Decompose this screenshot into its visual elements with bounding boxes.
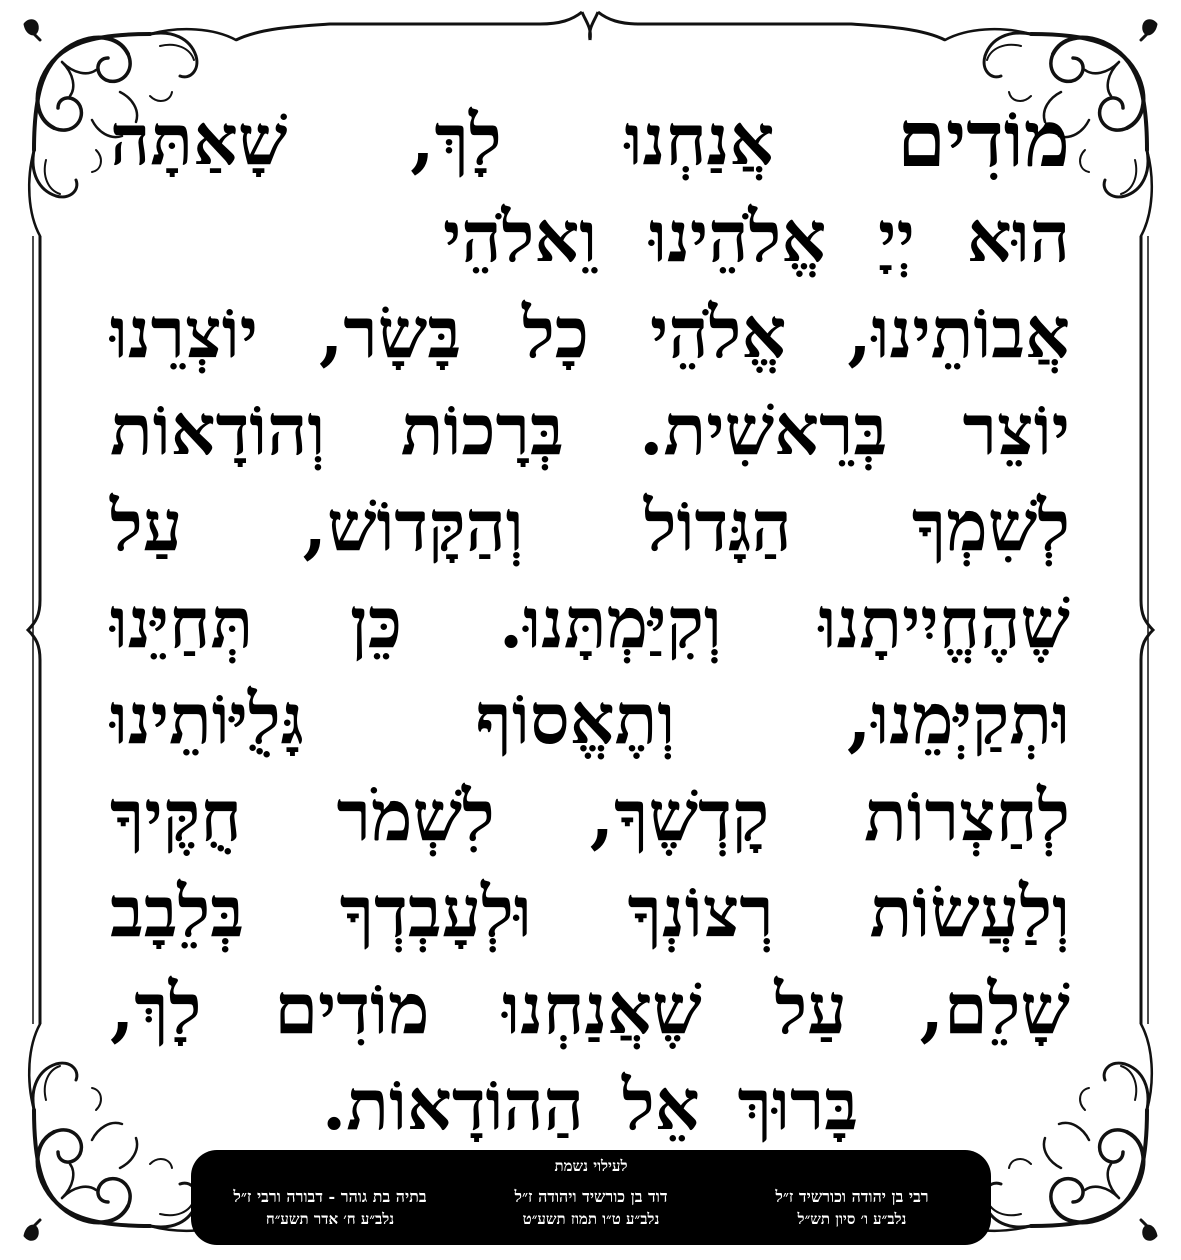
prayer-word: בְּרָכוֹת <box>400 387 564 471</box>
prayer-line <box>442 189 1070 286</box>
prayer-word: וְהַקָּדוֹשׁ, <box>302 484 524 568</box>
prayer-word: שֶׁהֶחֱיִיתָנוּ <box>818 580 1070 664</box>
prayer-word: אֲבוֹתֵינוּ, <box>847 291 1070 375</box>
prayer-word: וֵאלֹהֵי <box>442 194 598 278</box>
dedication-column-center <box>466 1186 716 1230</box>
prayer-word: אֱלֹהֵינוּ <box>649 194 827 278</box>
prayer-word: לָךְ, <box>410 98 502 182</box>
prayer-word: שָׁאַתָּה <box>110 98 288 182</box>
prayer-word: רְצוֹנְךָ <box>627 870 774 954</box>
prayer-word: לָךְ, <box>110 966 202 1050</box>
dedication-column-right <box>727 1186 977 1230</box>
prayer-line <box>110 285 1070 382</box>
modim-prayer-text <box>110 92 1070 1154</box>
dedication-heading: לעילוי נשמת <box>554 1157 628 1175</box>
prayer-word: הוּא <box>966 194 1070 278</box>
prayer-word: וְלַעֲשׂוֹת <box>869 870 1070 954</box>
prayer-word: וְקִיַּמְתָּנוּ. <box>498 580 722 664</box>
prayer-word: יוֹצֵר <box>962 387 1070 471</box>
prayer-word: בְּלֵבָב <box>110 870 244 954</box>
prayer-word: אֵל <box>621 1063 700 1147</box>
opening-word: מוֹדִים <box>897 94 1070 186</box>
prayer-line <box>110 961 1070 1058</box>
prayer-word: לְחַצְרוֹת <box>864 773 1070 857</box>
prayer-word: לְשִׁמְךָ <box>911 484 1070 568</box>
prayer-word: אֱלֹהֵי <box>650 291 787 375</box>
prayer-word: וְהוֹדָאוֹת <box>110 387 326 471</box>
dedication-name: רבי בן יהודה וכורשיד ז״ל <box>775 1187 929 1206</box>
prayer-word: וְתֶאֱסוֹף <box>475 677 676 761</box>
prayer-line <box>110 382 1070 479</box>
dedication-date: נלב״ע ט״ו תמוז תשע״ט <box>522 1210 660 1228</box>
prayer-word: לִשְׁמֹר <box>336 773 495 857</box>
prayer-word: וּלְעָבְדְךָ <box>339 870 532 954</box>
prayer-word: מוֹדִים <box>274 966 430 1050</box>
prayer-word: עַל <box>110 484 183 568</box>
dedication-name: דוד בן כורשיד ויהודה ז״ל <box>514 1187 668 1206</box>
prayer-word: וּתְקַיְּמֵנוּ, <box>847 677 1070 761</box>
prayer-word: יְיָ <box>878 194 915 278</box>
dedication-name: בתיה בת גוהר - דבורה ורבי ז״ל <box>233 1187 427 1206</box>
prayer-word: גָּלֻיּוֹתֵינוּ <box>110 677 304 761</box>
prayer-word: כָל <box>522 291 590 375</box>
prayer-line <box>110 1057 1070 1154</box>
dedication-date: נלב״ע ו׳ סיון תש״ל <box>797 1210 907 1228</box>
prayer-word: בָּרוּךְ <box>737 1063 859 1147</box>
prayer-word: עַל <box>774 966 847 1050</box>
prayer-word: בָּשָׂר, <box>319 291 462 375</box>
prayer-line <box>110 575 1070 672</box>
prayer-word: תְּחַיֵּנוּ <box>110 580 254 664</box>
prayer-word: כֵּן <box>349 580 403 664</box>
memorial-dedication-plaque <box>191 1150 991 1245</box>
prayer-word: יוֹצְרֵנוּ <box>110 291 259 375</box>
prayer-word: בְּרֵאשִׁית. <box>639 387 888 471</box>
prayer-word: שֶׁאֲנַחְנוּ <box>502 966 702 1050</box>
prayer-line <box>110 92 1070 189</box>
prayer-word: אֲנַחְנוּ <box>624 98 775 182</box>
prayer-word: קָדְשֶׁךָ, <box>589 773 770 857</box>
prayer-word: חֻקֶּיךָ <box>110 773 242 857</box>
prayer-line <box>110 864 1070 961</box>
dedication-column-left <box>205 1186 455 1230</box>
prayer-word: הַגָּדוֹל <box>643 484 792 568</box>
prayer-line <box>110 768 1070 865</box>
prayer-line <box>110 671 1070 768</box>
prayer-word: הַהוֹדָאוֹת. <box>321 1063 584 1147</box>
dedication-date: נלב״ע ח׳ אדר תשע״ח <box>265 1210 395 1228</box>
prayer-line <box>110 478 1070 575</box>
prayer-word: שָׁלֵם, <box>919 966 1070 1050</box>
